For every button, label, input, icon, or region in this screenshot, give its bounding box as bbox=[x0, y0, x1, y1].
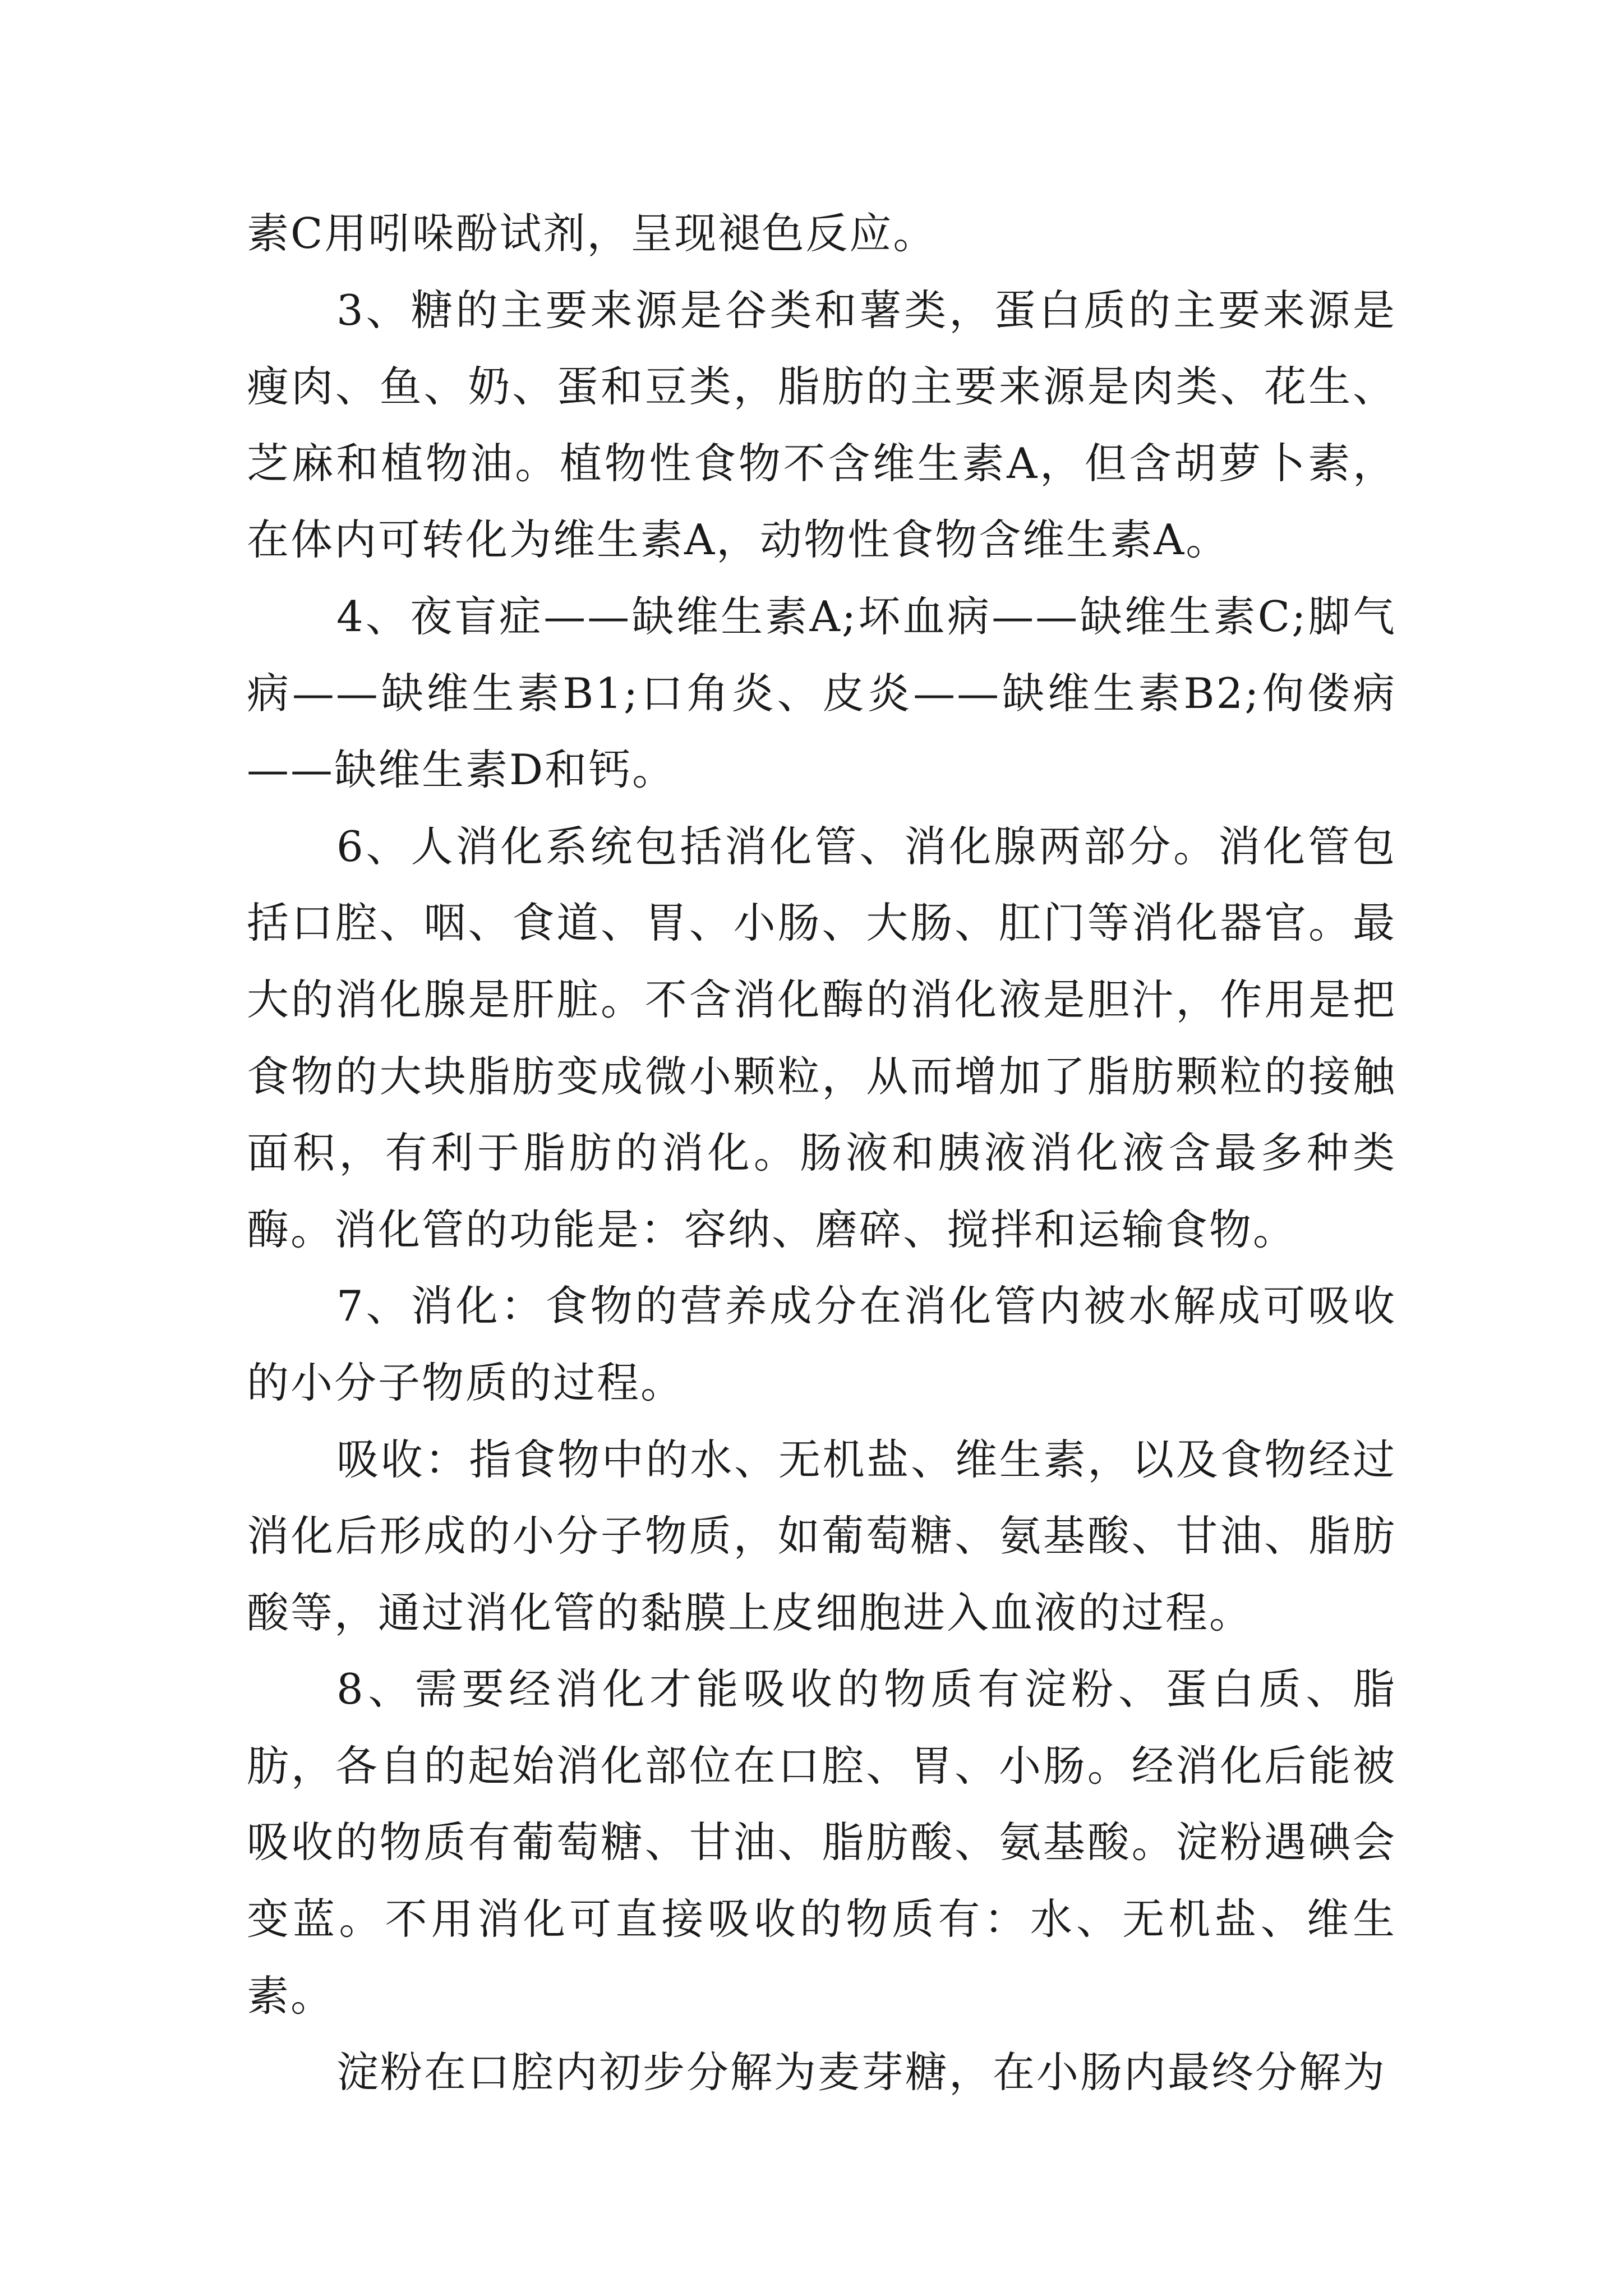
paragraph-deficiency-diseases: 4、夜盲症——缺维生素A;坏血病——缺维生素C;脚气病——缺维生素B1;口角炎、皮炎——缺维生素B2;佝偻病——缺维生素D和钙。 bbox=[247, 591, 1396, 795]
paragraph-starch-breakdown: 淀粉在口腔内初步分解为麦芽糖，在小肠内最终分解为 bbox=[336, 2047, 1387, 2097]
paragraph-digested-substances: 8、需要经消化才能吸收的物质有淀粉、蛋白质、脂肪，各自的起始消化部位在口腔、胃、小肠。经消化后能被吸收的物质有葡萄糖、甘油、脂肪酸、氨基酸。淀粉遇碘会变蓝。不用消化可直接吸收的物质有：水、无机盐、维生素。 bbox=[247, 1664, 1396, 2021]
paragraph-absorption-definition: 吸收：指食物中的水、无机盐、维生素，以及食物经过消化后形成的小分子物质，如葡萄糖、氨基酸、甘油、脂肪酸等，通过消化管的黏膜上皮细胞进入血液的过程。 bbox=[247, 1434, 1396, 1637]
document-body bbox=[247, 195, 1396, 2111]
paragraph-digestive-system: 6、人消化系统包括消化管、消化腺两部分。消化管包括口腔、咽、食道、胃、小肠、大肠、肛门等消化器官。最大的消化腺是肝脏。不含消化酶的消化液是胆汁，作用是把食物的大块脂肪变成微小颗粒，从而增加了脂肪颗粒的接触面积，有利于脂肪的消化。肠液和胰液消化液含最多种类酶。消化管的功能是：容纳、磨碎、搅拌和运输食物。 bbox=[247, 821, 1396, 1254]
paragraph-nutrient-sources: 3、糖的主要来源是谷类和薯类，蛋白质的主要来源是瘦肉、鱼、奶、蛋和豆类，脂肪的主要来源是肉类、花生、芝麻和植物油。植物性食物不含维生素A，但含胡萝卜素，在体内可转化为维生素A，动物性食物含维生素A。 bbox=[247, 285, 1396, 565]
paragraph-digestion-definition: 7、消化：食物的营养成分在消化管内被水解成可吸收的小分子物质的过程。 bbox=[247, 1281, 1396, 1407]
paragraph-vitamin-c-test: 素C用吲哚酚试剂，呈现褪色反应。 bbox=[247, 209, 937, 258]
